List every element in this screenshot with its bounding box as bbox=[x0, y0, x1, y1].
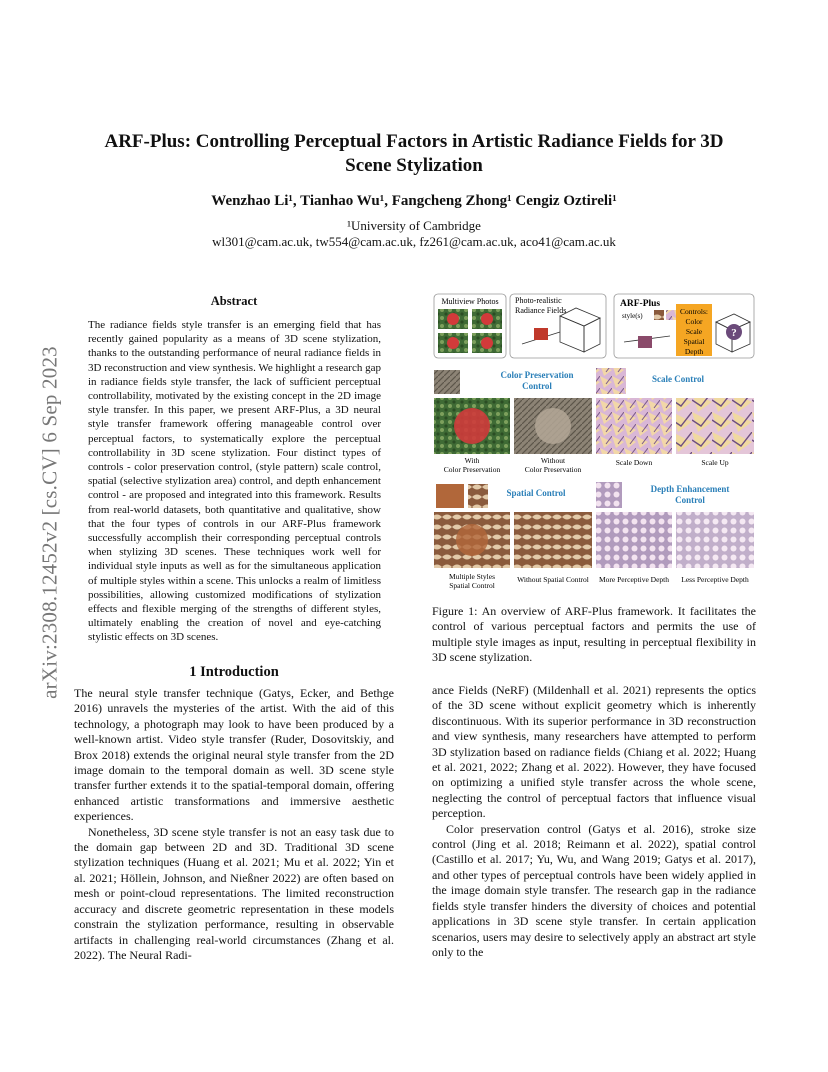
scale-up-image bbox=[676, 398, 754, 454]
controls-label: Controls: bbox=[680, 307, 708, 316]
scale-up-label: Scale Up bbox=[701, 458, 729, 467]
intro-paragraph-3: ance Fields (NeRF) (Mildenhall et al. 2021) represents the optics of the 3D scene without explicit geometry which is inherently discontinuous. With its superior performance in 3D reconstruction and view synthesis, many researchers have attempted to perform 3D stylization based on radiance fields (Chiang et al. 2022; Huang et al. 2021, 2022; Zhang et al. 2022). However, they have focused on optimizing a unified style transfer across the whole scene, neglecting the control of perceptual factors that influence visual perception. bbox=[432, 683, 756, 821]
abstract-text: The radiance fields style transfer is an emerging field that has recently gained popularity as a means of 3D scene stylization, thanks to the outstanding performance of neural radiance fields in 3D reconstruction and view synthesis. We highlight a research gap in radiance fields style transfer, the lack of sufficient perceptual controllability, motivated by the existing concept in the 2D image style transfer. In this paper, we present ARF-Plus, a 3D neural style transfer framework offering manageable control over perceptual factors, to systematically explore the perceptual controllability in 3D scene stylization. Four distinct types of controls - color preservation control, (style pattern) scale control, spatial (selective stylization area) control, and depth enhancement control - are proposed and integrated into this framework. Results from real-world datasets, both quantitative and qualitative, show that the four types of controls in our ARF-Plus framework successfully accomplish their corresponding perceptual controls when stylizing 3D scenes. These techniques work well for individual style inputs as well as for the simultaneous application of multiple styles within a scene. This unlocks a realm of limitless possibilities, allowing customized modifications of stylization effects and flexible merging of the strengths of different styles, ultimately enabling the creation of novel and eye-catching stylistic effects on 3D scenes. bbox=[88, 319, 381, 644]
depth-heading-1: Depth Enhancement bbox=[650, 484, 730, 494]
authors: Wenzhao Li¹, Tianhao Wu¹, Fangcheng Zhong¹ Cengiz Oztireli¹ bbox=[211, 193, 617, 209]
scale-down-image bbox=[596, 398, 672, 454]
radiance-label-2: Radiance Fields bbox=[515, 306, 567, 315]
intro-paragraph-4: Color preservation control (Gatys et al. 2016), stroke size control (Jing et al. 2018; Reimann et al. 2022), spatial control (Castillo et al. 2017; Yu, Wu, and Wang 2019; Gatys et al. 2017), and other types of perceptual controls have been widely applied in the image domain style transfer. The research gap in the radiance fields style transfer hinders the diversity of choices and potential applications in 3D scene style transfer. In certain application scenarios, users may desire to selectively apply an abstract art style only to the bbox=[432, 821, 756, 959]
less-depth-label: Less Perceptive Depth bbox=[681, 575, 749, 584]
arxiv-stamp: arXiv:2308.12452v2 [cs.CV] 6 Sep 2023 bbox=[37, 346, 62, 699]
color-pres-heading-2: Control bbox=[522, 381, 552, 391]
style-thumb-gray bbox=[434, 370, 460, 394]
without-cp-label-2: Color Preservation bbox=[524, 465, 582, 474]
without-cp-label-1: Without bbox=[540, 456, 566, 465]
intro-paragraph-1: The neural style transfer technique (Gatys, Ecker, and Bethge 2016) unravels the mysteries of the artist. With the aid of this technology, a photograph may look to have been produced by a well-known artist. Video style transfer (Ruder, Dosovitskiy, and Brox 2018) extends the original neural style transfer from the 2D image domain to the temporal domain as well. 3D scene style transfer further extends it to the spatial-temporal domain, offering enhanced artistic transformations and immersive aesthetic experiences. bbox=[74, 686, 394, 824]
radiance-label-1: Photo-realistic bbox=[515, 296, 562, 305]
emails: wl301@cam.ac.uk, tw554@cam.ac.uk, fz261@cam.ac.uk, aco41@cam.ac.uk bbox=[212, 234, 616, 249]
multi-styles-label-1: Multiple Styles bbox=[448, 572, 496, 581]
with-cp-label-1: With bbox=[464, 456, 480, 465]
title-line-2: Scene Stylization bbox=[345, 155, 483, 176]
style-thumb-dots bbox=[596, 482, 622, 508]
without-spatial-image bbox=[514, 512, 592, 568]
multiview-photos bbox=[438, 309, 502, 353]
style-thumb-mosaic bbox=[596, 368, 626, 394]
figure-1 bbox=[432, 292, 756, 594]
control-depth: Depth bbox=[684, 347, 704, 356]
with-cp-label-2: Color Preservation bbox=[443, 465, 501, 474]
style-thumb-tiger bbox=[436, 484, 464, 508]
styles-label: style(s) bbox=[622, 312, 643, 320]
title-line-1: ARF-Plus: Controlling Perceptual Factors in Artistic Radiance Fields for 3D bbox=[104, 131, 724, 152]
svg-text:?: ? bbox=[731, 327, 737, 339]
multiview-label: Multiview Photos bbox=[441, 297, 499, 306]
more-depth-label: More Perceptive Depth bbox=[599, 575, 669, 584]
abstract-heading: Abstract bbox=[210, 294, 258, 308]
style-thumb-swirl bbox=[468, 484, 488, 508]
scale-control-heading: Scale Control bbox=[651, 374, 705, 384]
control-color: Color bbox=[685, 317, 703, 326]
paper-title bbox=[60, 130, 768, 178]
depth-heading-2: Control bbox=[675, 495, 705, 505]
section-heading-introduction: 1 Introduction bbox=[189, 664, 279, 680]
left-column-body bbox=[74, 686, 394, 963]
without-spatial-label: Without Spatial Control bbox=[517, 575, 589, 584]
affiliation-block bbox=[60, 218, 768, 250]
multi-styles-label-2: Spatial Control bbox=[449, 581, 495, 590]
figure-caption: Figure 1: An overview of ARF-Plus framework. It facilitates the control of various perceptual factors and permits the use of multiple style images as input, resulting in perceptual flexibility in 3D scene stylization. bbox=[432, 604, 756, 665]
control-spatial: Spatial bbox=[683, 337, 705, 346]
scale-down-label: Scale Down bbox=[615, 458, 653, 467]
intro-paragraph-2: Nonetheless, 3D scene style transfer is not an easy task due to the domain gap between 2D and 3D. Traditional 3D scene stylization techniques (Huang et al. 2021; Mu et al. 2022; Yin et al. 2021; Höllein, Johnson, and Nießner 2022) are often based on mesh or point-cloud representations. The limited reconstruction accuracy and discrete geometric representation in these models constrain the stylization performance, resulting in observable artifacts in challenging real-world circumstances (Zhang et al. 2022). The Neural Radi- bbox=[74, 824, 394, 962]
less-depth-image bbox=[676, 512, 754, 568]
color-pres-heading-1: Color Preservation bbox=[500, 370, 574, 380]
right-column-body bbox=[432, 683, 756, 960]
spatial-control-heading: Spatial Control bbox=[506, 488, 566, 498]
more-depth-image bbox=[596, 512, 672, 568]
affiliation: ¹University of Cambridge bbox=[347, 218, 481, 233]
control-scale: Scale bbox=[685, 327, 703, 336]
arfplus-label: ARF-Plus bbox=[620, 299, 661, 309]
